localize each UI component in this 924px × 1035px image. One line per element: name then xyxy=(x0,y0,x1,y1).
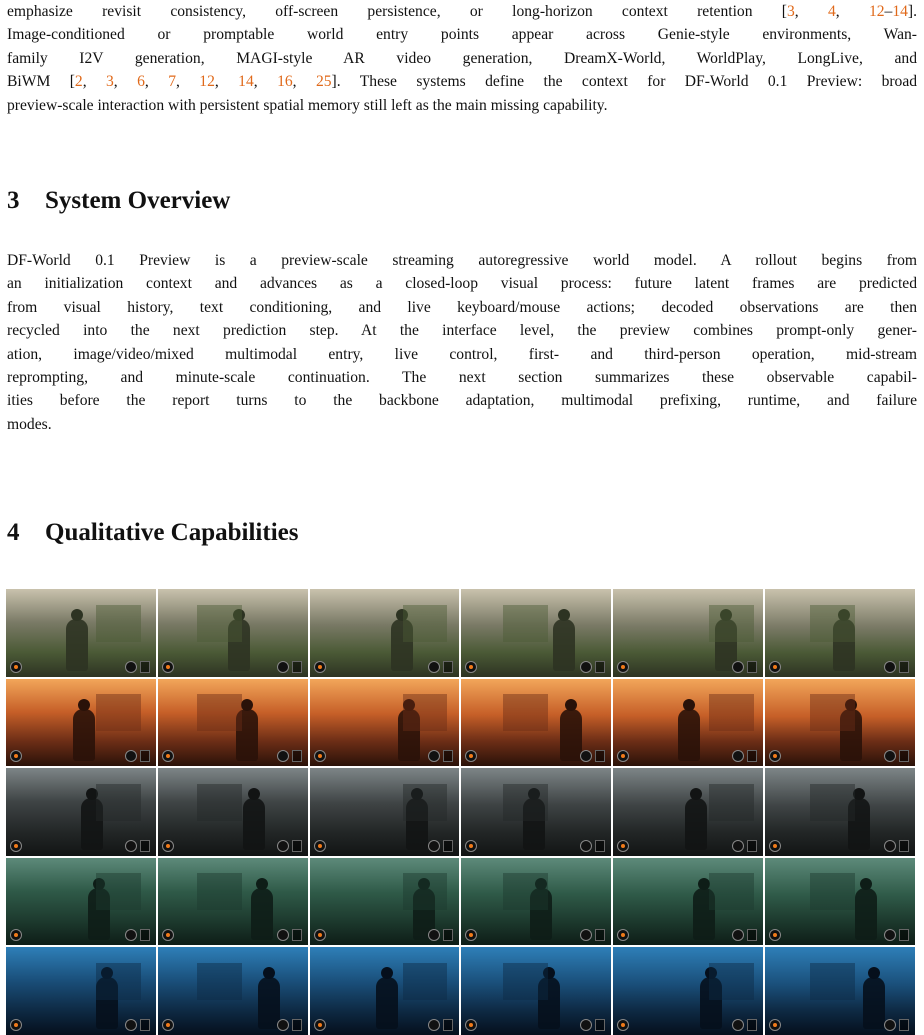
background-structure xyxy=(96,873,141,910)
text-line xyxy=(7,0,917,23)
text-run: , xyxy=(175,73,200,91)
background-structure xyxy=(403,784,448,821)
record-icon xyxy=(617,840,629,852)
text-run: preview-scale interaction with persistent spatial memory still left as the main missing capability. xyxy=(7,96,608,114)
text-run: an initialization context and advances as a closed-loop visual process: future latent frames are predicted xyxy=(7,275,917,293)
mouse-icon xyxy=(747,929,757,941)
hud-mode-indicator xyxy=(769,928,781,942)
hud-controls xyxy=(428,660,453,674)
text-line xyxy=(7,94,917,117)
record-icon xyxy=(10,661,22,673)
text-run: ]. xyxy=(907,3,918,20)
mouse-icon xyxy=(292,929,302,941)
mouse-icon xyxy=(443,1019,453,1031)
character-silhouette xyxy=(855,888,877,940)
frame-airship-deck-balloons-sunset-5 xyxy=(613,679,763,767)
movement-pad-icon xyxy=(125,661,137,673)
mouse-icon xyxy=(899,750,909,762)
hud-controls xyxy=(732,749,757,763)
record-icon xyxy=(162,1019,174,1031)
hud-mode-indicator xyxy=(162,928,174,942)
character-head xyxy=(381,967,393,979)
mouse-icon xyxy=(140,1019,150,1031)
record-icon xyxy=(769,1019,781,1031)
movement-pad-icon xyxy=(884,661,896,673)
background-structure xyxy=(96,784,141,821)
hud-mode-indicator xyxy=(10,928,22,942)
text-run: , xyxy=(144,73,169,91)
hud-controls xyxy=(580,928,605,942)
movement-pad-icon xyxy=(580,750,592,762)
frame-wasteland-hiker-overpass-5 xyxy=(613,589,763,677)
frame-airship-deck-balloons-sunset-4 xyxy=(461,679,611,767)
text-run: ]. These systems define the context for DF-World 0.1 Preview: broad xyxy=(331,73,918,91)
movement-pad-icon xyxy=(277,840,289,852)
mouse-icon xyxy=(140,750,150,762)
text-run: reprompting, and minute-scale continuation. The next section summarizes these observable capabil- xyxy=(7,369,917,387)
background-structure xyxy=(503,963,548,1000)
movement-pad-icon xyxy=(125,929,137,941)
hud-controls xyxy=(428,1018,453,1032)
frame-silhouette-cyber-city-night-3 xyxy=(310,947,460,1035)
hud-mode-indicator xyxy=(162,839,174,853)
mouse-icon xyxy=(899,1019,909,1031)
movement-pad-icon xyxy=(884,929,896,941)
hud-controls xyxy=(125,928,150,942)
frame-silhouette-cyber-city-night-4 xyxy=(461,947,611,1035)
text-run: Image-conditioned or promptable world entry points appear across Genie-style environments, Wan- xyxy=(7,26,917,44)
hud-mode-indicator xyxy=(769,660,781,674)
character-silhouette xyxy=(251,888,273,940)
frame-hooded-wanderer-jungle-ruins-3 xyxy=(310,858,460,946)
mouse-icon xyxy=(747,750,757,762)
citation-link[interactable]: 14 xyxy=(892,3,908,20)
hud-controls xyxy=(884,928,909,942)
hud-controls xyxy=(125,660,150,674)
mouse-icon xyxy=(747,840,757,852)
background-structure xyxy=(810,963,855,1000)
mouse-icon xyxy=(595,750,605,762)
record-icon xyxy=(162,750,174,762)
system-overview-paragraph xyxy=(7,249,917,436)
hud-controls xyxy=(732,1018,757,1032)
movement-pad-icon xyxy=(125,1019,137,1031)
frame-hooded-wanderer-jungle-ruins-4 xyxy=(461,858,611,946)
character-silhouette xyxy=(863,977,885,1029)
hud-mode-indicator xyxy=(162,749,174,763)
record-icon xyxy=(10,840,22,852)
text-line xyxy=(7,366,917,389)
frame-wasteland-hiker-overpass-1 xyxy=(6,589,156,677)
mouse-icon xyxy=(595,661,605,673)
record-icon xyxy=(465,661,477,673)
text-run: , xyxy=(794,3,828,20)
hud-controls xyxy=(884,839,909,853)
movement-pad-icon xyxy=(428,1019,440,1031)
section-title: Qualitative Capabilities xyxy=(45,519,299,546)
text-run: – xyxy=(884,3,893,20)
hud-mode-indicator xyxy=(617,660,629,674)
citation-link[interactable]: 6 xyxy=(137,73,145,91)
text-line xyxy=(7,296,917,319)
citation-link[interactable]: 12 xyxy=(868,3,885,20)
hud-controls xyxy=(732,928,757,942)
frame-wasteland-hiker-overpass-6 xyxy=(765,589,915,677)
record-icon xyxy=(162,929,174,941)
mouse-icon xyxy=(899,661,909,673)
frame-armored-knight-light-sword-ruins-2 xyxy=(158,768,308,856)
frame-airship-deck-balloons-sunset-3 xyxy=(310,679,460,767)
hud-controls xyxy=(428,749,453,763)
movement-pad-icon xyxy=(884,840,896,852)
movement-pad-icon xyxy=(428,929,440,941)
background-structure xyxy=(503,694,548,731)
mouse-icon xyxy=(443,661,453,673)
frame-silhouette-cyber-city-night-2 xyxy=(158,947,308,1035)
movement-pad-icon xyxy=(428,661,440,673)
hud-controls xyxy=(580,660,605,674)
mouse-icon xyxy=(292,750,302,762)
character-silhouette xyxy=(376,977,398,1029)
record-icon xyxy=(314,929,326,941)
record-icon xyxy=(10,750,22,762)
record-icon xyxy=(769,661,781,673)
background-structure xyxy=(197,605,242,642)
movement-pad-icon xyxy=(125,750,137,762)
record-icon xyxy=(465,929,477,941)
hud-mode-indicator xyxy=(617,839,629,853)
background-structure xyxy=(810,605,855,642)
text-line xyxy=(7,319,917,342)
text-run: ation, image/video/mixed multimodal entry, live control, first- and third-person operation, mid-stream xyxy=(7,345,917,363)
frame-silhouette-cyber-city-night-6 xyxy=(765,947,915,1035)
record-icon xyxy=(465,840,477,852)
hud-mode-indicator xyxy=(465,928,477,942)
background-structure xyxy=(810,784,855,821)
text-line xyxy=(7,272,917,295)
related-work-paragraph xyxy=(7,0,917,117)
movement-pad-icon xyxy=(580,840,592,852)
character-silhouette xyxy=(553,619,575,671)
hud-mode-indicator xyxy=(314,839,326,853)
hud-controls xyxy=(732,839,757,853)
citation-link[interactable]: 4 xyxy=(827,3,836,20)
movement-pad-icon xyxy=(428,840,440,852)
citation-link[interactable]: 12 xyxy=(199,73,215,91)
character-silhouette xyxy=(560,709,582,761)
text-run: DF-World 0.1 Preview is a preview-scale streaming autoregressive world model. A rollout begins from xyxy=(7,252,917,269)
character-head xyxy=(868,967,880,979)
hud-controls xyxy=(277,839,302,853)
text-run: BiWM [ xyxy=(7,73,75,91)
text-line xyxy=(7,47,917,70)
citation-link[interactable]: 14 xyxy=(238,73,254,91)
movement-pad-icon xyxy=(277,661,289,673)
mouse-icon xyxy=(292,840,302,852)
mouse-icon xyxy=(140,840,150,852)
character-head xyxy=(683,699,695,711)
frame-silhouette-cyber-city-night-5 xyxy=(613,947,763,1035)
movement-pad-icon xyxy=(884,1019,896,1031)
movement-pad-icon xyxy=(277,1019,289,1031)
mouse-icon xyxy=(292,661,302,673)
text-run: modes. xyxy=(7,415,52,433)
text-run: , xyxy=(253,73,278,91)
text-run: , xyxy=(214,73,239,91)
hud-controls xyxy=(428,928,453,942)
hud-mode-indicator xyxy=(162,660,174,674)
movement-pad-icon xyxy=(580,661,592,673)
section-title: System Overview xyxy=(45,187,231,214)
background-structure xyxy=(403,963,448,1000)
background-structure xyxy=(197,784,242,821)
background-structure xyxy=(709,605,754,642)
text-line xyxy=(7,23,917,46)
background-structure xyxy=(403,694,448,731)
frame-airship-deck-balloons-sunset-6 xyxy=(765,679,915,767)
hud-mode-indicator xyxy=(10,660,22,674)
record-icon xyxy=(617,929,629,941)
frame-wasteland-hiker-overpass-2 xyxy=(158,589,308,677)
text-run: recycled into the next prediction step. At the interface level, the preview combines prompt-only gener- xyxy=(7,322,917,340)
background-structure xyxy=(709,873,754,910)
hud-mode-indicator xyxy=(617,749,629,763)
hud-controls xyxy=(732,660,757,674)
character-head xyxy=(241,699,253,711)
mouse-icon xyxy=(899,929,909,941)
hud-controls xyxy=(277,1018,302,1032)
hud-controls xyxy=(277,928,302,942)
hud-mode-indicator xyxy=(10,749,22,763)
movement-pad-icon xyxy=(428,750,440,762)
background-structure xyxy=(197,963,242,1000)
background-structure xyxy=(709,784,754,821)
movement-pad-icon xyxy=(732,661,744,673)
movement-pad-icon xyxy=(732,929,744,941)
hud-mode-indicator xyxy=(314,660,326,674)
hud-mode-indicator xyxy=(769,839,781,853)
frame-airship-deck-balloons-sunset-1 xyxy=(6,679,156,767)
character-head xyxy=(860,878,872,890)
frame-hooded-wanderer-jungle-ruins-6 xyxy=(765,858,915,946)
frame-armored-knight-light-sword-ruins-1 xyxy=(6,768,156,856)
record-icon xyxy=(769,929,781,941)
background-structure xyxy=(810,873,855,910)
hud-controls xyxy=(580,1018,605,1032)
frame-hooded-wanderer-jungle-ruins-2 xyxy=(158,858,308,946)
record-icon xyxy=(465,750,477,762)
hud-controls xyxy=(277,749,302,763)
hud-mode-indicator xyxy=(314,749,326,763)
hud-mode-indicator xyxy=(769,1018,781,1032)
text-run: , xyxy=(82,73,106,91)
character-silhouette xyxy=(243,798,265,850)
background-structure xyxy=(197,694,242,731)
text-run: from visual history, text conditioning, and live keyboard/mouse actions; decoded observations are then xyxy=(7,298,917,316)
hud-mode-indicator xyxy=(617,928,629,942)
hud-mode-indicator xyxy=(465,660,477,674)
hud-controls xyxy=(428,839,453,853)
mouse-icon xyxy=(140,929,150,941)
hud-controls xyxy=(277,660,302,674)
character-silhouette xyxy=(678,709,700,761)
hud-mode-indicator xyxy=(465,749,477,763)
background-structure xyxy=(197,873,242,910)
record-icon xyxy=(162,840,174,852)
movement-pad-icon xyxy=(277,750,289,762)
hud-controls xyxy=(884,660,909,674)
citation-link[interactable]: 16 xyxy=(277,73,293,91)
record-icon xyxy=(617,1019,629,1031)
character-silhouette xyxy=(73,709,95,761)
frame-armored-knight-light-sword-ruins-4 xyxy=(461,768,611,856)
text-line xyxy=(7,343,917,366)
text-run: emphasize revisit consistency, off-screen persistence, or long-horizon context retention [ xyxy=(7,3,787,20)
record-icon xyxy=(314,750,326,762)
movement-pad-icon xyxy=(732,840,744,852)
section-heading-qualitative-capabilities xyxy=(7,518,298,548)
mouse-icon xyxy=(140,661,150,673)
mouse-icon xyxy=(747,1019,757,1031)
movement-pad-icon xyxy=(580,1019,592,1031)
mouse-icon xyxy=(595,1019,605,1031)
frame-hooded-wanderer-jungle-ruins-5 xyxy=(613,858,763,946)
section-number: 3 xyxy=(7,187,20,214)
hud-mode-indicator xyxy=(314,928,326,942)
background-structure xyxy=(96,605,141,642)
background-structure xyxy=(403,873,448,910)
mouse-icon xyxy=(443,840,453,852)
hud-controls xyxy=(884,749,909,763)
frame-silhouette-cyber-city-night-1 xyxy=(6,947,156,1035)
hud-mode-indicator xyxy=(162,1018,174,1032)
mouse-icon xyxy=(443,929,453,941)
mouse-icon xyxy=(899,840,909,852)
background-structure xyxy=(403,605,448,642)
record-icon xyxy=(314,661,326,673)
movement-pad-icon xyxy=(884,750,896,762)
frame-hooded-wanderer-jungle-ruins-1 xyxy=(6,858,156,946)
text-line xyxy=(7,70,917,93)
frame-armored-knight-light-sword-ruins-6 xyxy=(765,768,915,856)
movement-pad-icon xyxy=(732,1019,744,1031)
record-icon xyxy=(314,840,326,852)
record-icon xyxy=(617,661,629,673)
text-run: family I2V generation, MAGI-style AR video generation, DreamX-World, WorldPlay, LongLive, and xyxy=(7,49,917,67)
citation-link[interactable]: 3 xyxy=(787,3,795,20)
mouse-icon xyxy=(443,750,453,762)
text-run: , xyxy=(113,73,138,91)
character-silhouette xyxy=(685,798,707,850)
movement-pad-icon xyxy=(277,929,289,941)
hud-mode-indicator xyxy=(617,1018,629,1032)
citation-link[interactable]: 3 xyxy=(106,73,114,91)
movement-pad-icon xyxy=(125,840,137,852)
record-icon xyxy=(617,750,629,762)
frame-armored-knight-light-sword-ruins-5 xyxy=(613,768,763,856)
hud-mode-indicator xyxy=(10,839,22,853)
text-run: , xyxy=(835,3,869,20)
hud-mode-indicator xyxy=(314,1018,326,1032)
record-icon xyxy=(162,661,174,673)
citation-link[interactable]: 2 xyxy=(74,73,83,91)
background-structure xyxy=(810,694,855,731)
mouse-icon xyxy=(292,1019,302,1031)
hud-controls xyxy=(125,1018,150,1032)
hud-controls xyxy=(884,1018,909,1032)
section-number: 4 xyxy=(7,519,20,546)
text-run: , xyxy=(292,73,316,91)
record-icon xyxy=(10,929,22,941)
movement-pad-icon xyxy=(580,929,592,941)
background-structure xyxy=(503,605,548,642)
hud-mode-indicator xyxy=(769,749,781,763)
record-icon xyxy=(10,1019,22,1031)
background-structure xyxy=(96,963,141,1000)
hud-controls xyxy=(580,839,605,853)
hud-controls xyxy=(125,749,150,763)
qualitative-figure-grid xyxy=(6,589,915,1033)
frame-wasteland-hiker-overpass-3 xyxy=(310,589,460,677)
hud-mode-indicator xyxy=(465,1018,477,1032)
background-structure xyxy=(709,963,754,1000)
mouse-icon xyxy=(747,661,757,673)
background-structure xyxy=(503,873,548,910)
hud-controls xyxy=(580,749,605,763)
mouse-icon xyxy=(595,840,605,852)
background-structure xyxy=(503,784,548,821)
record-icon xyxy=(769,840,781,852)
mouse-icon xyxy=(595,929,605,941)
frame-wasteland-hiker-overpass-4 xyxy=(461,589,611,677)
text-line xyxy=(7,249,917,272)
movement-pad-icon xyxy=(732,750,744,762)
background-structure xyxy=(96,694,141,731)
citation-link[interactable]: 7 xyxy=(168,73,176,91)
record-icon xyxy=(465,1019,477,1031)
record-icon xyxy=(314,1019,326,1031)
frame-airship-deck-balloons-sunset-2 xyxy=(158,679,308,767)
hud-controls xyxy=(125,839,150,853)
section-heading-system-overview xyxy=(7,186,230,216)
text-run: ities before the report turns to the backbone adaptation, multimodal prefixing, runtime, and failure xyxy=(7,392,917,410)
hud-mode-indicator xyxy=(465,839,477,853)
hud-mode-indicator xyxy=(10,1018,22,1032)
frame-armored-knight-light-sword-ruins-3 xyxy=(310,768,460,856)
text-line xyxy=(7,413,917,436)
character-head xyxy=(698,878,710,890)
record-icon xyxy=(769,750,781,762)
background-structure xyxy=(709,694,754,731)
citation-link[interactable]: 25 xyxy=(315,73,332,91)
text-line xyxy=(7,389,917,412)
character-head xyxy=(256,878,268,890)
character-silhouette xyxy=(66,619,88,671)
